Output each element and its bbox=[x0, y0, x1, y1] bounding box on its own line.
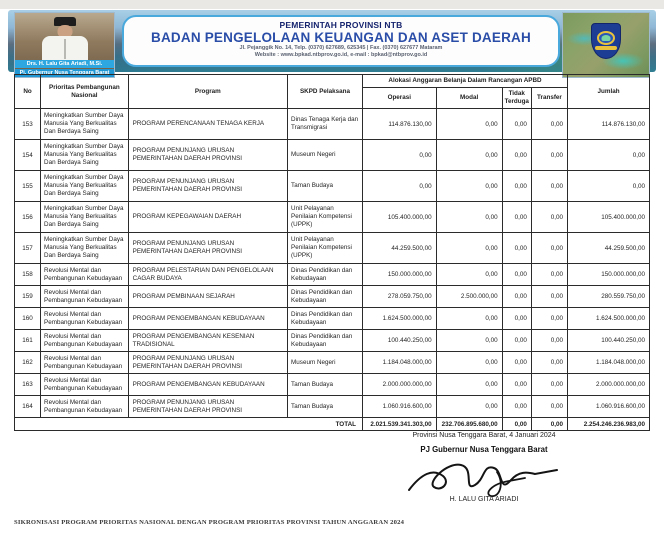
cell-transfer: 0,00 bbox=[531, 330, 567, 352]
cell-tidak-terduga: 0,00 bbox=[502, 396, 531, 418]
cell-modal: 0,00 bbox=[436, 308, 502, 330]
cell-prioritas: Meningkatkan Sumber Daya Manusia Yang Berkualitas Dan Berdaya Saing bbox=[41, 109, 129, 140]
letterhead-banner bbox=[8, 10, 656, 76]
cell-transfer: 0,00 bbox=[531, 233, 567, 264]
cell-prioritas: Meningkatkan Sumber Daya Manusia Yang Berkualitas Dan Berdaya Saing bbox=[41, 202, 129, 233]
cell-no: 164 bbox=[15, 396, 41, 418]
cell-tidak-terduga: 0,00 bbox=[502, 202, 531, 233]
cell-program: PROGRAM PEMBINAAN SEJARAH bbox=[128, 286, 287, 308]
signature-name: H. LALU GITA ARIADI bbox=[449, 496, 519, 503]
cell-program: PROGRAM PENUNJANG URUSAN PEMERINTAHAN DAERAH PROVINSI bbox=[128, 140, 287, 171]
cell-skpd: Taman Budaya bbox=[288, 171, 363, 202]
cell-transfer: 0,00 bbox=[531, 286, 567, 308]
table-row bbox=[15, 140, 650, 171]
governor-name-caption: Drs. H. Lalu Gita Ariadi, M.Si. bbox=[15, 60, 114, 68]
org-address: Jl. Pejanggik No. 14, Telp. (0370) 627689, 625345 | Fax. (0370) 627677 Mataram bbox=[239, 45, 443, 51]
signature-image bbox=[399, 450, 569, 502]
cell-transfer: 0,00 bbox=[531, 374, 567, 396]
cell-jumlah: 44.259.500,00 bbox=[568, 233, 650, 264]
cell-skpd: Museum Negeri bbox=[288, 140, 363, 171]
total-transfer: 0,00 bbox=[531, 418, 567, 431]
cell-skpd: Dinas Pendidikan dan Kebudayaan bbox=[288, 308, 363, 330]
scan-edge-strip bbox=[0, 0, 664, 9]
cell-no: 162 bbox=[15, 352, 41, 374]
cell-jumlah: 1.184.048.000,00 bbox=[568, 352, 650, 374]
cell-jumlah: 1.624.500.000,00 bbox=[568, 308, 650, 330]
cell-tidak-terduga: 0,00 bbox=[502, 264, 531, 286]
col-header-transfer: Transfer bbox=[531, 88, 567, 109]
org-website: Website : www.bpkad.ntbprov.go.id, e-mail : bpkad@ntbprov.go.id bbox=[254, 52, 428, 58]
cell-jumlah: 105.400.000,00 bbox=[568, 202, 650, 233]
cell-program: PROGRAM PENUNJANG URUSAN PEMERINTAHAN DAERAH PROVINSI bbox=[128, 396, 287, 418]
cell-no: 163 bbox=[15, 374, 41, 396]
cell-skpd: Taman Budaya bbox=[288, 396, 363, 418]
cell-operasi: 1.184.048.000,00 bbox=[362, 352, 436, 374]
cell-jumlah: 150.000.000,00 bbox=[568, 264, 650, 286]
cell-tidak-terduga: 0,00 bbox=[502, 286, 531, 308]
cell-modal: 0,00 bbox=[436, 330, 502, 352]
cell-jumlah: 2.000.000.000,00 bbox=[568, 374, 650, 396]
cell-skpd: Dinas Pendidikan dan Kebudayaan bbox=[288, 264, 363, 286]
table-row bbox=[15, 171, 650, 202]
cell-modal: 0,00 bbox=[436, 396, 502, 418]
cell-transfer: 0,00 bbox=[531, 140, 567, 171]
cell-modal: 0,00 bbox=[436, 264, 502, 286]
cell-transfer: 0,00 bbox=[531, 264, 567, 286]
cell-skpd: Dinas Tenaga Kerja dan Transmigrasi bbox=[288, 109, 363, 140]
cell-tidak-terduga: 0,00 bbox=[502, 171, 531, 202]
cell-operasi: 1.624.500.000,00 bbox=[362, 308, 436, 330]
total-jumlah: 2.254.246.236.983,00 bbox=[568, 418, 650, 431]
cell-prioritas: Revolusi Mental dan Pembangunan Kebudayaan bbox=[41, 374, 129, 396]
cell-no: 160 bbox=[15, 308, 41, 330]
cell-program: PROGRAM PELESTARIAN DAN PENGELOLAAN CAGAR BUDAYA bbox=[128, 264, 287, 286]
footer-note: SIKRONISASI PROGRAM PRIORITAS NASIONAL DENGAN PROGRAM PRIORITAS PROVINSI TAHUN ANGGARAN 2024 bbox=[14, 519, 405, 526]
cell-prioritas: Revolusi Mental dan Pembangunan Kebudayaan bbox=[41, 286, 129, 308]
cell-skpd: Museum Negeri bbox=[288, 352, 363, 374]
ntb-emblem-icon bbox=[591, 23, 621, 59]
cell-no: 157 bbox=[15, 233, 41, 264]
total-tidak-terduga: 0,00 bbox=[502, 418, 531, 431]
cell-operasi: 100.440.250,00 bbox=[362, 330, 436, 352]
governor-figure-icon bbox=[35, 17, 95, 61]
cell-program: PROGRAM PENGEMBANGAN KEBUDAYAAN bbox=[128, 374, 287, 396]
cell-operasi: 1.060.916.600,00 bbox=[362, 396, 436, 418]
cell-operasi: 2.000.000.000,00 bbox=[362, 374, 436, 396]
table-header bbox=[15, 75, 650, 109]
cell-jumlah: 100.440.250,00 bbox=[568, 330, 650, 352]
cell-program: PROGRAM PENGEMBANGAN KESENIAN TRADISIONAL bbox=[128, 330, 287, 352]
cell-operasi: 105.400.000,00 bbox=[362, 202, 436, 233]
col-header-skpd: SKPD Pelaksana bbox=[288, 75, 363, 109]
org-name-line2: BADAN PENGELOLAAN KEUANGAN DAN ASET DAERAH bbox=[151, 30, 531, 45]
cell-no: 159 bbox=[15, 286, 41, 308]
table-row bbox=[15, 202, 650, 233]
cell-transfer: 0,00 bbox=[531, 352, 567, 374]
cell-transfer: 0,00 bbox=[531, 109, 567, 140]
cell-no: 161 bbox=[15, 330, 41, 352]
signature-place-date: Provinsi Nusa Tenggara Barat, 4 Januari 2024 bbox=[412, 432, 556, 439]
cell-operasi: 114.876.130,00 bbox=[362, 109, 436, 140]
cell-modal: 0,00 bbox=[436, 233, 502, 264]
cell-program: PROGRAM PENUNJANG URUSAN PEMERINTAHAN DAERAH PROVINSI bbox=[128, 352, 287, 374]
cell-modal: 2.500.000,00 bbox=[436, 286, 502, 308]
governor-photo bbox=[14, 12, 115, 78]
cell-program: PROGRAM PENUNJANG URUSAN PEMERINTAHAN DAERAH PROVINSI bbox=[128, 171, 287, 202]
cell-program: PROGRAM PERENCANAAN TENAGA KERJA bbox=[128, 109, 287, 140]
cell-prioritas: Meningkatkan Sumber Daya Manusia Yang Berkualitas Dan Berdaya Saing bbox=[41, 140, 129, 171]
cell-tidak-terduga: 0,00 bbox=[502, 233, 531, 264]
cell-no: 155 bbox=[15, 171, 41, 202]
signature-title: PJ Gubernur Nusa Tenggara Barat bbox=[420, 445, 548, 454]
cell-operasi: 150.000.000,00 bbox=[362, 264, 436, 286]
col-header-modal: Modal bbox=[436, 88, 502, 109]
cell-prioritas: Revolusi Mental dan Pembangunan Kebudayaan bbox=[41, 352, 129, 374]
cell-tidak-terduga: 0,00 bbox=[502, 330, 531, 352]
cell-no: 153 bbox=[15, 109, 41, 140]
cell-skpd: Unit Pelayanan Penilaian Kompetensi (UPPK) bbox=[288, 233, 363, 264]
cell-prioritas: Meningkatkan Sumber Daya Manusia Yang Berkualitas Dan Berdaya Saing bbox=[41, 233, 129, 264]
table-row bbox=[15, 109, 650, 140]
budget-table bbox=[14, 74, 650, 431]
cell-operasi: 278.059.750,00 bbox=[362, 286, 436, 308]
cell-prioritas: Revolusi Mental dan Pembangunan Kebudayaan bbox=[41, 396, 129, 418]
cell-operasi: 0,00 bbox=[362, 140, 436, 171]
table-row bbox=[15, 352, 650, 374]
cell-skpd: Dinas Pendidikan dan Kebudayaan bbox=[288, 286, 363, 308]
governor-title-caption: Pj. Gubernur Nusa Tenggara Barat bbox=[15, 69, 114, 77]
total-row bbox=[15, 418, 650, 431]
org-name-line1: PEMERINTAH PROVINSI NTB bbox=[279, 20, 403, 30]
cell-tidak-terduga: 0,00 bbox=[502, 308, 531, 330]
col-header-tidak-terduga: Tidak Terduga bbox=[502, 88, 531, 109]
ntb-aerial-photo bbox=[562, 12, 650, 78]
cell-transfer: 0,00 bbox=[531, 396, 567, 418]
cell-prioritas: Revolusi Mental dan Pembangunan Kebudayaan bbox=[41, 264, 129, 286]
cell-operasi: 0,00 bbox=[362, 171, 436, 202]
signature-block bbox=[364, 432, 604, 503]
total-modal: 232.706.895.680,00 bbox=[436, 418, 502, 431]
cell-modal: 0,00 bbox=[436, 352, 502, 374]
cell-skpd: Unit Pelayanan Penilaian Kompetensi (UPPK) bbox=[288, 202, 363, 233]
cell-program: PROGRAM PENGEMBANGAN KEBUDAYAAN bbox=[128, 308, 287, 330]
cell-modal: 0,00 bbox=[436, 202, 502, 233]
col-header-operasi: Operasi bbox=[362, 88, 436, 109]
table-body bbox=[15, 109, 650, 418]
cell-transfer: 0,00 bbox=[531, 171, 567, 202]
col-header-prioritas: Prioritas Pembangunan Nasional bbox=[41, 75, 129, 109]
cell-jumlah: 0,00 bbox=[568, 171, 650, 202]
cell-modal: 0,00 bbox=[436, 140, 502, 171]
cell-transfer: 0,00 bbox=[531, 308, 567, 330]
cell-skpd: Dinas Pendidikan dan Kebudayaan bbox=[288, 330, 363, 352]
col-header-no: No bbox=[15, 75, 41, 109]
cell-modal: 0,00 bbox=[436, 109, 502, 140]
cell-transfer: 0,00 bbox=[531, 202, 567, 233]
cell-tidak-terduga: 0,00 bbox=[502, 109, 531, 140]
table-row bbox=[15, 330, 650, 352]
cell-skpd: Taman Budaya bbox=[288, 374, 363, 396]
table-row bbox=[15, 308, 650, 330]
table-row bbox=[15, 374, 650, 396]
table-row bbox=[15, 286, 650, 308]
cell-prioritas: Revolusi Mental dan Pembangunan Kebudayaan bbox=[41, 308, 129, 330]
cell-jumlah: 280.559.750,00 bbox=[568, 286, 650, 308]
cell-tidak-terduga: 0,00 bbox=[502, 140, 531, 171]
cell-prioritas: Revolusi Mental dan Pembangunan Kebudayaan bbox=[41, 330, 129, 352]
cell-no: 154 bbox=[15, 140, 41, 171]
cell-no: 156 bbox=[15, 202, 41, 233]
letterhead-card bbox=[122, 15, 560, 67]
cell-modal: 0,00 bbox=[436, 171, 502, 202]
cell-jumlah: 1.060.916.600,00 bbox=[568, 396, 650, 418]
cell-jumlah: 114.876.130,00 bbox=[568, 109, 650, 140]
table-row bbox=[15, 264, 650, 286]
cell-modal: 0,00 bbox=[436, 374, 502, 396]
table-row bbox=[15, 233, 650, 264]
cell-program: PROGRAM PENUNJANG URUSAN PEMERINTAHAN DAERAH PROVINSI bbox=[128, 233, 287, 264]
total-label: TOTAL bbox=[15, 418, 363, 431]
col-header-program: Program bbox=[128, 75, 287, 109]
cell-operasi: 44.259.500,00 bbox=[362, 233, 436, 264]
cell-prioritas: Meningkatkan Sumber Daya Manusia Yang Berkualitas Dan Berdaya Saing bbox=[41, 171, 129, 202]
cell-program: PROGRAM KEPEGAWAIAN DAERAH bbox=[128, 202, 287, 233]
col-header-jumlah: Jumlah bbox=[568, 75, 650, 109]
cell-no: 158 bbox=[15, 264, 41, 286]
col-header-apbd-group: Alokasi Anggaran Belanja Dalam Rancangan APBD bbox=[362, 75, 567, 88]
cell-jumlah: 0,00 bbox=[568, 140, 650, 171]
cell-tidak-terduga: 0,00 bbox=[502, 374, 531, 396]
total-operasi: 2.021.539.341.303,00 bbox=[362, 418, 436, 431]
cell-tidak-terduga: 0,00 bbox=[502, 352, 531, 374]
table-row bbox=[15, 396, 650, 418]
